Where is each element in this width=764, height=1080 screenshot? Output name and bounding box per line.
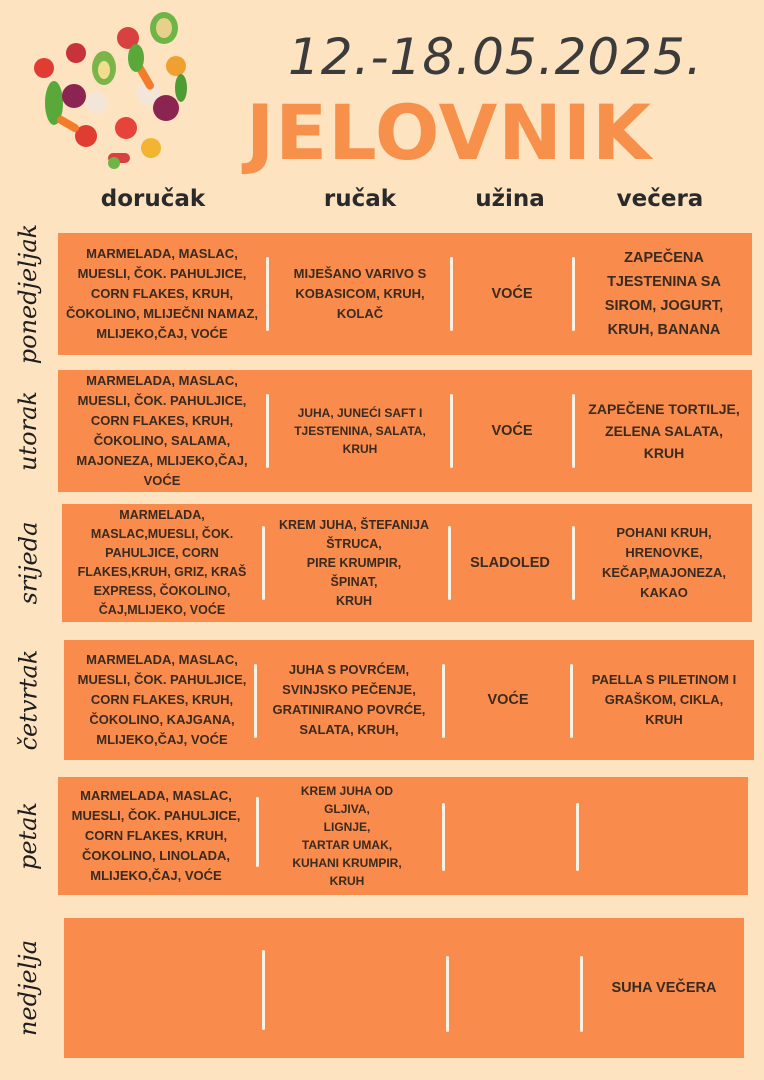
cell-dorucak [64, 918, 262, 1058]
divider [572, 526, 575, 600]
cell-vecera: PAELLA S PILETINOM I GRAŠKOM, CIKLA, KRUH [591, 672, 737, 727]
menu-row-srijeda [62, 504, 752, 622]
cell-dorucak: MARMELADA, MASLAC, MUESLI, ČOK. PAHULJICE, CORN FLAKES, KRUH, ČOKOLINO, SALAMA, MAJONEZA, MLIJEKO,ČAJ, VOĆE [76, 373, 248, 488]
divider [580, 956, 583, 1032]
divider [576, 803, 579, 871]
cell-rucak: MIJEŠANO VARIVO S KOBASICOM, KRUH, KOLAČ [293, 266, 427, 321]
day-label-petak: petak [14, 801, 42, 871]
cell-dorucak: MARMELADA, MASLAC, MUESLI, ČOK. PAHULJICE, CORN FLAKES, KRUH, ČOKOLINO, MLIJEČNI NAMAZ, MLIJEKO,ČAJ, VOĆE [65, 246, 259, 341]
divider [448, 526, 451, 600]
column-header-vecera: večera [616, 186, 704, 212]
day-label-ponedjeljak: ponedjeljak [14, 223, 43, 365]
cell-uzina: VOĆE [487, 692, 529, 708]
day-label-srijeda: srijeda [14, 521, 42, 605]
menu-row-petak [58, 777, 748, 895]
divider [572, 394, 575, 468]
day-label-cetvrtak: četvrtak [14, 649, 43, 751]
cell-rucak: JUHA, JUNEĆI SAFT I TJESTENINA, SALATA, KRUH [294, 406, 426, 456]
cell-dorucak: MARMELADA, MASLAC, MUESLI, ČOK. PAHULJICE, CORN FLAKES, KRUH, ČOKOLINO, KAJGANA, MLIJEKO,ČAJ, VOĆE [77, 652, 247, 747]
page-title: JELOVNIK [246, 88, 653, 177]
divider [572, 257, 575, 331]
divider [256, 797, 259, 867]
column-header-rucak: ručak [323, 186, 397, 212]
divider [442, 803, 445, 871]
menu-row-nedjelja [64, 918, 744, 1058]
day-label-nedjelja: nedjelja [14, 939, 42, 1037]
column-header-uzina: užina [475, 186, 545, 212]
cell-uzina [446, 777, 574, 895]
divider [262, 950, 265, 1030]
date-range: 12.-18.05.2025. [288, 28, 703, 86]
cell-vecera: POHANI KRUH, HRENOVKE, KEČAP,MAJONEZA, KAKAO [601, 525, 726, 600]
cell-rucak [266, 918, 444, 1058]
cell-rucak: JUHA S POVRĆEM, SVINJSKO PEČENJE, GRATINIRANO POVRĆE, SALATA, KRUH, [272, 662, 426, 737]
cell-vecera: ZAPEČENA TJESTENINA SA SIROM, JOGURT, KRUH, BANANA [604, 250, 724, 338]
cell-rucak: KREM JUHA, ŠTEFANIJA ŠTRUCA, PIRE KRUMPIR, ŠPINAT, KRUH [278, 517, 430, 608]
cell-rucak: KREM JUHA OD GLJIVA, LIGNJE, TARTAR UMAK, KUHANI KRUMPIR, KRUH [292, 784, 402, 888]
divider [450, 394, 453, 468]
menu-row-utorak [58, 370, 752, 492]
cell-dorucak: MARMELADA, MASLAC,MUESLI, ČOK. PAHULJICE, CORN FLAKES,KRUH, GRIZ, KRAŠ EXPRESS, ČOKOLINO, ČAJ,MLIJEKO, VOĆE [77, 508, 247, 617]
cell-uzina [450, 918, 578, 1058]
divider [254, 664, 257, 738]
column-header-dorucak: doručak [100, 186, 206, 212]
divider [570, 664, 573, 738]
vegetable-heart-icon [16, 8, 196, 183]
divider [266, 394, 269, 468]
divider [442, 664, 445, 738]
cell-vecera [580, 777, 748, 895]
cell-uzina: VOĆE [491, 423, 533, 439]
day-label-utorak: utorak [14, 391, 42, 471]
menu-row-cetvrtak [64, 640, 754, 760]
divider [446, 956, 449, 1032]
divider [266, 257, 269, 331]
cell-vecera: ZAPEČENE TORTILJE, ZELENA SALATA, KRUH [588, 401, 740, 461]
menu-row-ponedjeljak [58, 233, 752, 355]
cell-dorucak: MARMELADA, MASLAC, MUESLI, ČOK. PAHULJICE, CORN FLAKES, KRUH, ČOKOLINO, LINOLADA, MLIJEKO,ČAJ, VOĆE [71, 788, 241, 883]
cell-vecera: SUHA VEČERA [611, 980, 717, 996]
cell-uzina: SLADOLED [470, 555, 550, 571]
divider [450, 257, 453, 331]
cell-uzina: VOĆE [491, 286, 533, 302]
